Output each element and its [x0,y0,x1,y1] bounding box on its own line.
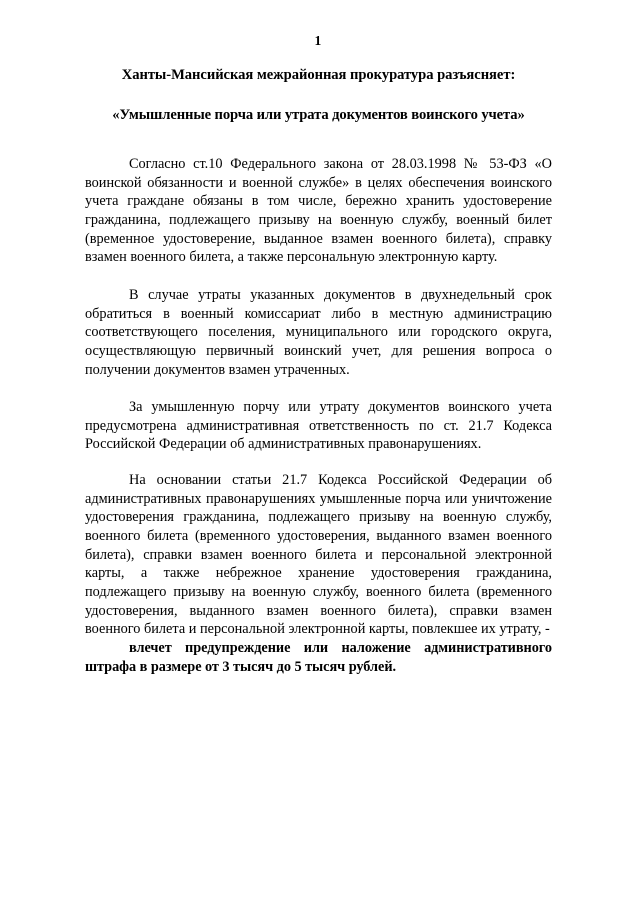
paragraph-3: За умышленную порчу или утрату документов воинского учета предусмотрена административная ответственность по ст. 21.7 Кодекса Российской Федерации об административных правонарушениях. [85,399,552,453]
page-title: Ханты-Мансийская межрайонная прокуратура разъясняет: [121,67,516,83]
document-body [85,155,552,676]
document-content [85,60,552,676]
paragraph-1: Согласно ст.10 Федерального закона от 28.03.1998 № 53-ФЗ «О воинской обязанности и военной службе» в целях обеспечения воинского учета граждане обязаны в том числе, бережно хранить удостоверение гражданина, подлежащего призыву на военную службу, военный билет (временное удостоверение, выданное взамен военного билета), справку взамен военного билета, а также персональную электронную карту. [85,155,552,266]
page-number: 1 [314,33,322,48]
paragraph-2: В случае утраты указанных документов в двухнедельный срок обратиться в военный комиссариат либо в местную администрацию соответствующего поселения, муниципального или городского округа, осуществляющую первичный воинский учет, для решения вопроса о получении документов взамен утраченных. [85,286,552,378]
document-subtitle: «Умышленные порча или утрата документов воинского учета» [112,106,525,123]
paragraph-4: На основании статьи 21.7 Кодекса Российской Федерации об административных правонарушениях умышленные порча или уничтожение удостоверения гражданина, подлежащего призыву на военную службу, военного билета (временного удостоверения, выданного взамен военного билета), справки взамен военного билета и персональной электронной карты, а также небрежное хранение удостоверения гражданина, подлежащего призыву на военную службу, военного билета (временного удостоверения, выданного взамен военного билета), справки взамен военного билета и персональной электронной карты, повлекшее их утрату, - [85,472,552,638]
paragraph-5-penalty: влечет предупреждение или наложение административного штрафа в размере от 3 тысяч до 5 тысяч рублей. [85,640,552,675]
